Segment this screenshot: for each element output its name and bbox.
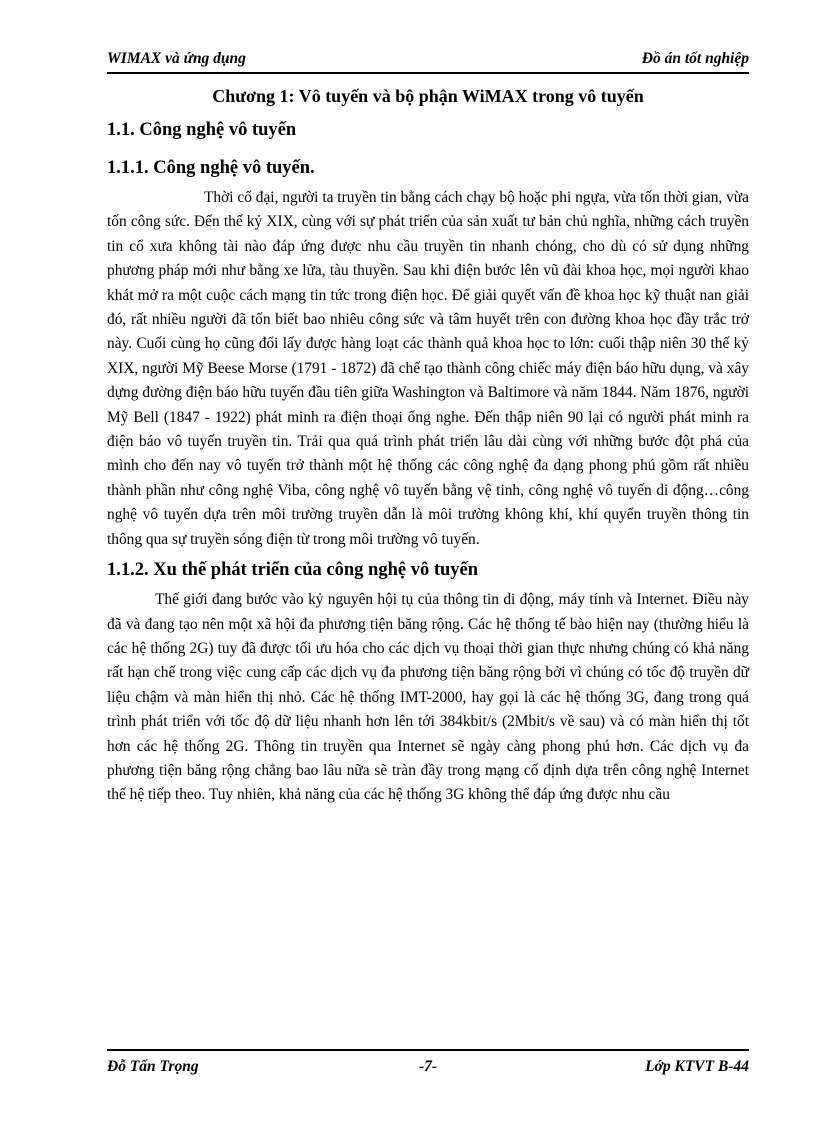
footer-class: Lớp KTVT B-44 (645, 1058, 749, 1075)
section-heading-1-1-1: 1.1.1. Công nghệ vô tuyến. (107, 158, 315, 178)
header-right: Đồ án tốt nghiệp (641, 50, 749, 67)
section-heading-1-1-2: 1.1.2. Xu thế phát triển của công nghệ vô tuyến (107, 560, 479, 581)
page-body (107, 84, 749, 808)
header-left: WIMAX và ứng dụng (107, 50, 246, 67)
paragraph-1-1-2: Thế giới đang bước vào kỷ nguyên hội tụ của thông tin di động, máy tính và Internet. Điều này đã và đang tạo nên một xã hội đa phương tiện băng rộng. Các hệ thống tế bào hiện nay (thường hiểu là các hệ thống 2G) tuy đã được tối ưu hóa cho các dịch vụ thoại thời gian thực nhưng chúng có khả năng rất hạn chế trong việc cung cấp các dịch vụ đa phương tiện băng rộng bởi vì chúng có tốc độ truyền dữ liệu chậm và màn hiển thị nhỏ. Các hệ thống IMT-2000, hay gọi là các hệ thống 3G, đang trong quá trình phát triển với tốc độ dữ liệu nhanh hơn lên tới 384kbit/s (2Mbit/s về sau) và có màn hiển thị tốt hơn các hệ thống 2G. Thông tin truyền qua Internet sẽ ngày càng phong phú hơn. Các dịch vụ đa phương tiện băng rộng chẳng bao lâu nữa sẽ tràn đầy trong mạng cố định dựa trên công nghệ Internet thế hệ tiếp theo. Tuy nhiên, khả năng của các hệ thống 3G không thể đáp ứng được nhu cầu (107, 591, 749, 804)
header-divider (107, 72, 749, 74)
footer-author: Đỗ Tấn Trọng (107, 1058, 199, 1075)
page-header (107, 48, 749, 70)
paragraph-1-1-1: Thời cổ đại, người ta truyền tin bằng cách chạy bộ hoặc phi ngựa, vừa tốn thời gian, vừa tốn công sức. Đến thế kỷ XIX, cùng với sự phát triển của sản xuất tư bản chủ nghĩa, những cách truyền tin cổ xưa không tài nào đáp ứng được nhu cầu truyền tin nhanh chóng, cho dù có sử dụng những phương pháp mới như bằng xe lửa, tàu thuyền. Sau khi điện bước lên vũ đài khoa học, mọi người khao khát mở ra một cuộc cách mạng tin tức trong điện học. Để giải quyết vấn đề khoa học kỹ thuật nan giải đó, rất nhiều người đã tốn biết bao nhiêu công sức và tâm huyết trên con đường khoa học đầy trắc trở này. Cuối cùng họ cũng đổi lấy được hàng loạt các thành quả khoa học to lớn: cuối thập niên 30 thế kỷ XIX, người Mỹ Beese Morse (1791 - 1872) đã chế tạo thành công chiếc máy điện báo hữu dụng, và xây dựng đường điện báo hữu tuyến đầu tiên giữa Washington và Baltimore và năm 1844. Năm 1876, người Mỹ Bell (1847 - 1922) phát minh ra điện thoại ống nghe. Đến thập niên 90 lại có người phát minh ra điện báo vô tuyến truyền tin. Trải qua quá trình phát triển lâu dài cùng với những bước đột phá của mình cho đến nay vô tuyến trở thành một hệ thống các công nghệ đa dạng phong phú gồm rất nhiều thành phần như công nghệ Viba, công nghệ vô tuyến bằng vệ tinh, công nghệ vô tuyến di động…công nghệ vô tuyến dựa trên môi trường truyền dẫn là môi trường không khí, khí quyển truyền thông tin thông qua sự truyền sóng điện từ trong môi trường vô tuyến. (107, 189, 749, 548)
footer-divider (107, 1049, 749, 1051)
section-heading-1-1: 1.1. Công nghệ vô tuyến (107, 120, 297, 140)
page-number: -7- (418, 1058, 438, 1075)
chapter-title: Chương 1: Vô tuyến và bộ phận WiMAX trong vô tuyến (212, 86, 644, 106)
page-footer (107, 1058, 749, 1082)
